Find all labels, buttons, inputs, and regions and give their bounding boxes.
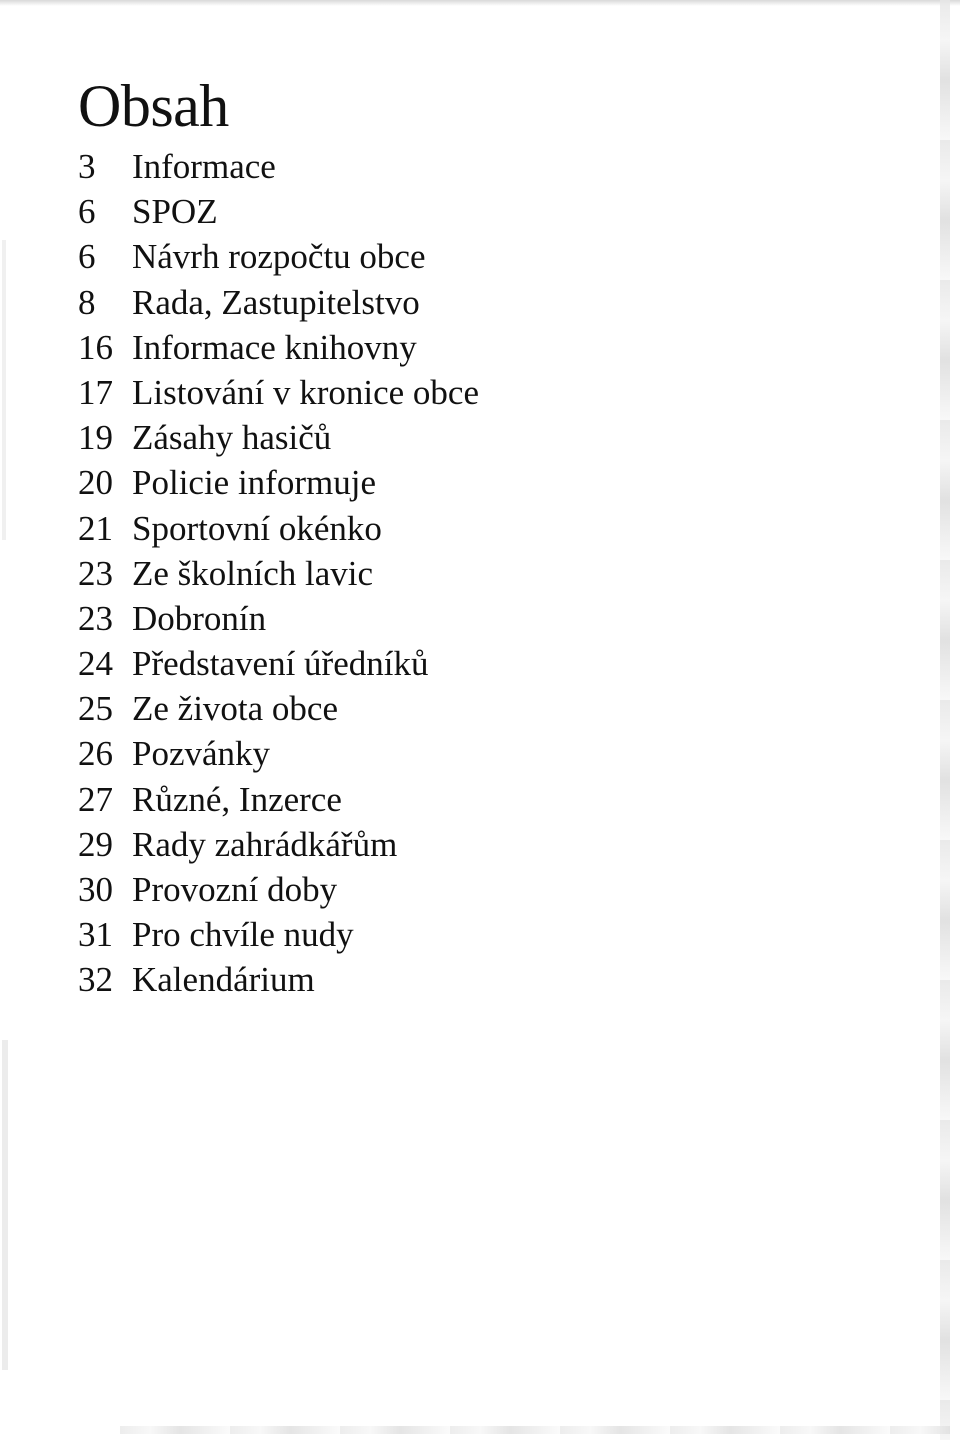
toc-entry-label: Rady zahrádkářům	[132, 824, 398, 864]
table-of-contents	[78, 72, 898, 1003]
toc-list	[78, 144, 898, 1003]
scan-edge-right	[940, 0, 950, 1440]
toc-entry-label: Návrh rozpočtu obce	[132, 237, 426, 277]
toc-entry	[78, 596, 898, 641]
toc-page-number: 23	[78, 553, 113, 593]
toc-page-number: 20	[78, 463, 113, 503]
toc-entry	[78, 867, 898, 912]
toc-page-number: 17	[78, 372, 113, 412]
toc-page-number: 8	[78, 282, 96, 322]
toc-entry-label: Sportovní okénko	[132, 508, 382, 548]
toc-entry-label: Různé, Inzerce	[132, 779, 342, 819]
toc-entry	[78, 777, 898, 822]
page-title: Obsah	[78, 73, 229, 139]
toc-entry	[78, 686, 898, 731]
toc-entry	[78, 189, 898, 234]
toc-entry	[78, 280, 898, 325]
toc-entry	[78, 731, 898, 776]
scan-edge-top	[0, 0, 960, 6]
toc-entry	[78, 144, 898, 189]
toc-page-number: 19	[78, 418, 113, 458]
toc-entry	[78, 641, 898, 686]
scan-edge-bottom	[120, 1426, 950, 1434]
toc-page-number: 31	[78, 915, 113, 955]
toc-page-number: 32	[78, 960, 113, 1000]
toc-page-number: 6	[78, 192, 96, 232]
toc-page-number: 3	[78, 147, 96, 186]
toc-entry	[78, 822, 898, 867]
toc-page-number: 26	[78, 734, 113, 774]
scan-edge-left	[2, 240, 6, 540]
toc-entry-label: SPOZ	[132, 192, 218, 232]
toc-entry	[78, 415, 898, 460]
toc-entry-label: Informace knihovny	[132, 327, 417, 367]
toc-page-number: 27	[78, 779, 113, 819]
toc-entry	[78, 234, 898, 279]
toc-entry	[78, 460, 898, 505]
toc-entry	[78, 506, 898, 551]
toc-entry-label: Ze školních lavic	[132, 553, 374, 593]
toc-entry	[78, 551, 898, 596]
toc-entry-label: Listování v kronice obce	[132, 372, 479, 412]
toc-entry-label: Informace	[132, 147, 276, 186]
toc-entry	[78, 370, 898, 415]
toc-entry-label: Ze života obce	[132, 689, 339, 729]
toc-page-number: 21	[78, 508, 113, 548]
toc-page-number: 6	[78, 237, 96, 277]
toc-entry-label: Pro chvíle nudy	[132, 915, 354, 955]
toc-entry-label: Kalendárium	[132, 960, 315, 1000]
toc-entry-label: Provozní doby	[132, 870, 338, 909]
toc-page-number: 16	[78, 327, 113, 367]
toc-page-number: 29	[78, 824, 113, 864]
toc-entry-label: Policie informuje	[132, 463, 376, 503]
toc-entry-label: Dobronín	[132, 598, 267, 638]
toc-page-number: 23	[78, 598, 113, 638]
scan-edge-left	[2, 1040, 8, 1370]
toc-entry	[78, 957, 898, 1002]
toc-entry	[78, 912, 898, 957]
toc-page-number: 24	[78, 644, 113, 684]
toc-entry-label: Zásahy hasičů	[132, 418, 332, 458]
toc-entry	[78, 325, 898, 370]
toc-entry-label: Pozvánky	[132, 734, 271, 774]
toc-page-number: 30	[78, 870, 113, 909]
toc-entry-label: Rada, Zastupitelstvo	[132, 282, 420, 322]
toc-page-number: 25	[78, 689, 113, 729]
toc-entry-label: Představení úředníků	[132, 644, 429, 684]
